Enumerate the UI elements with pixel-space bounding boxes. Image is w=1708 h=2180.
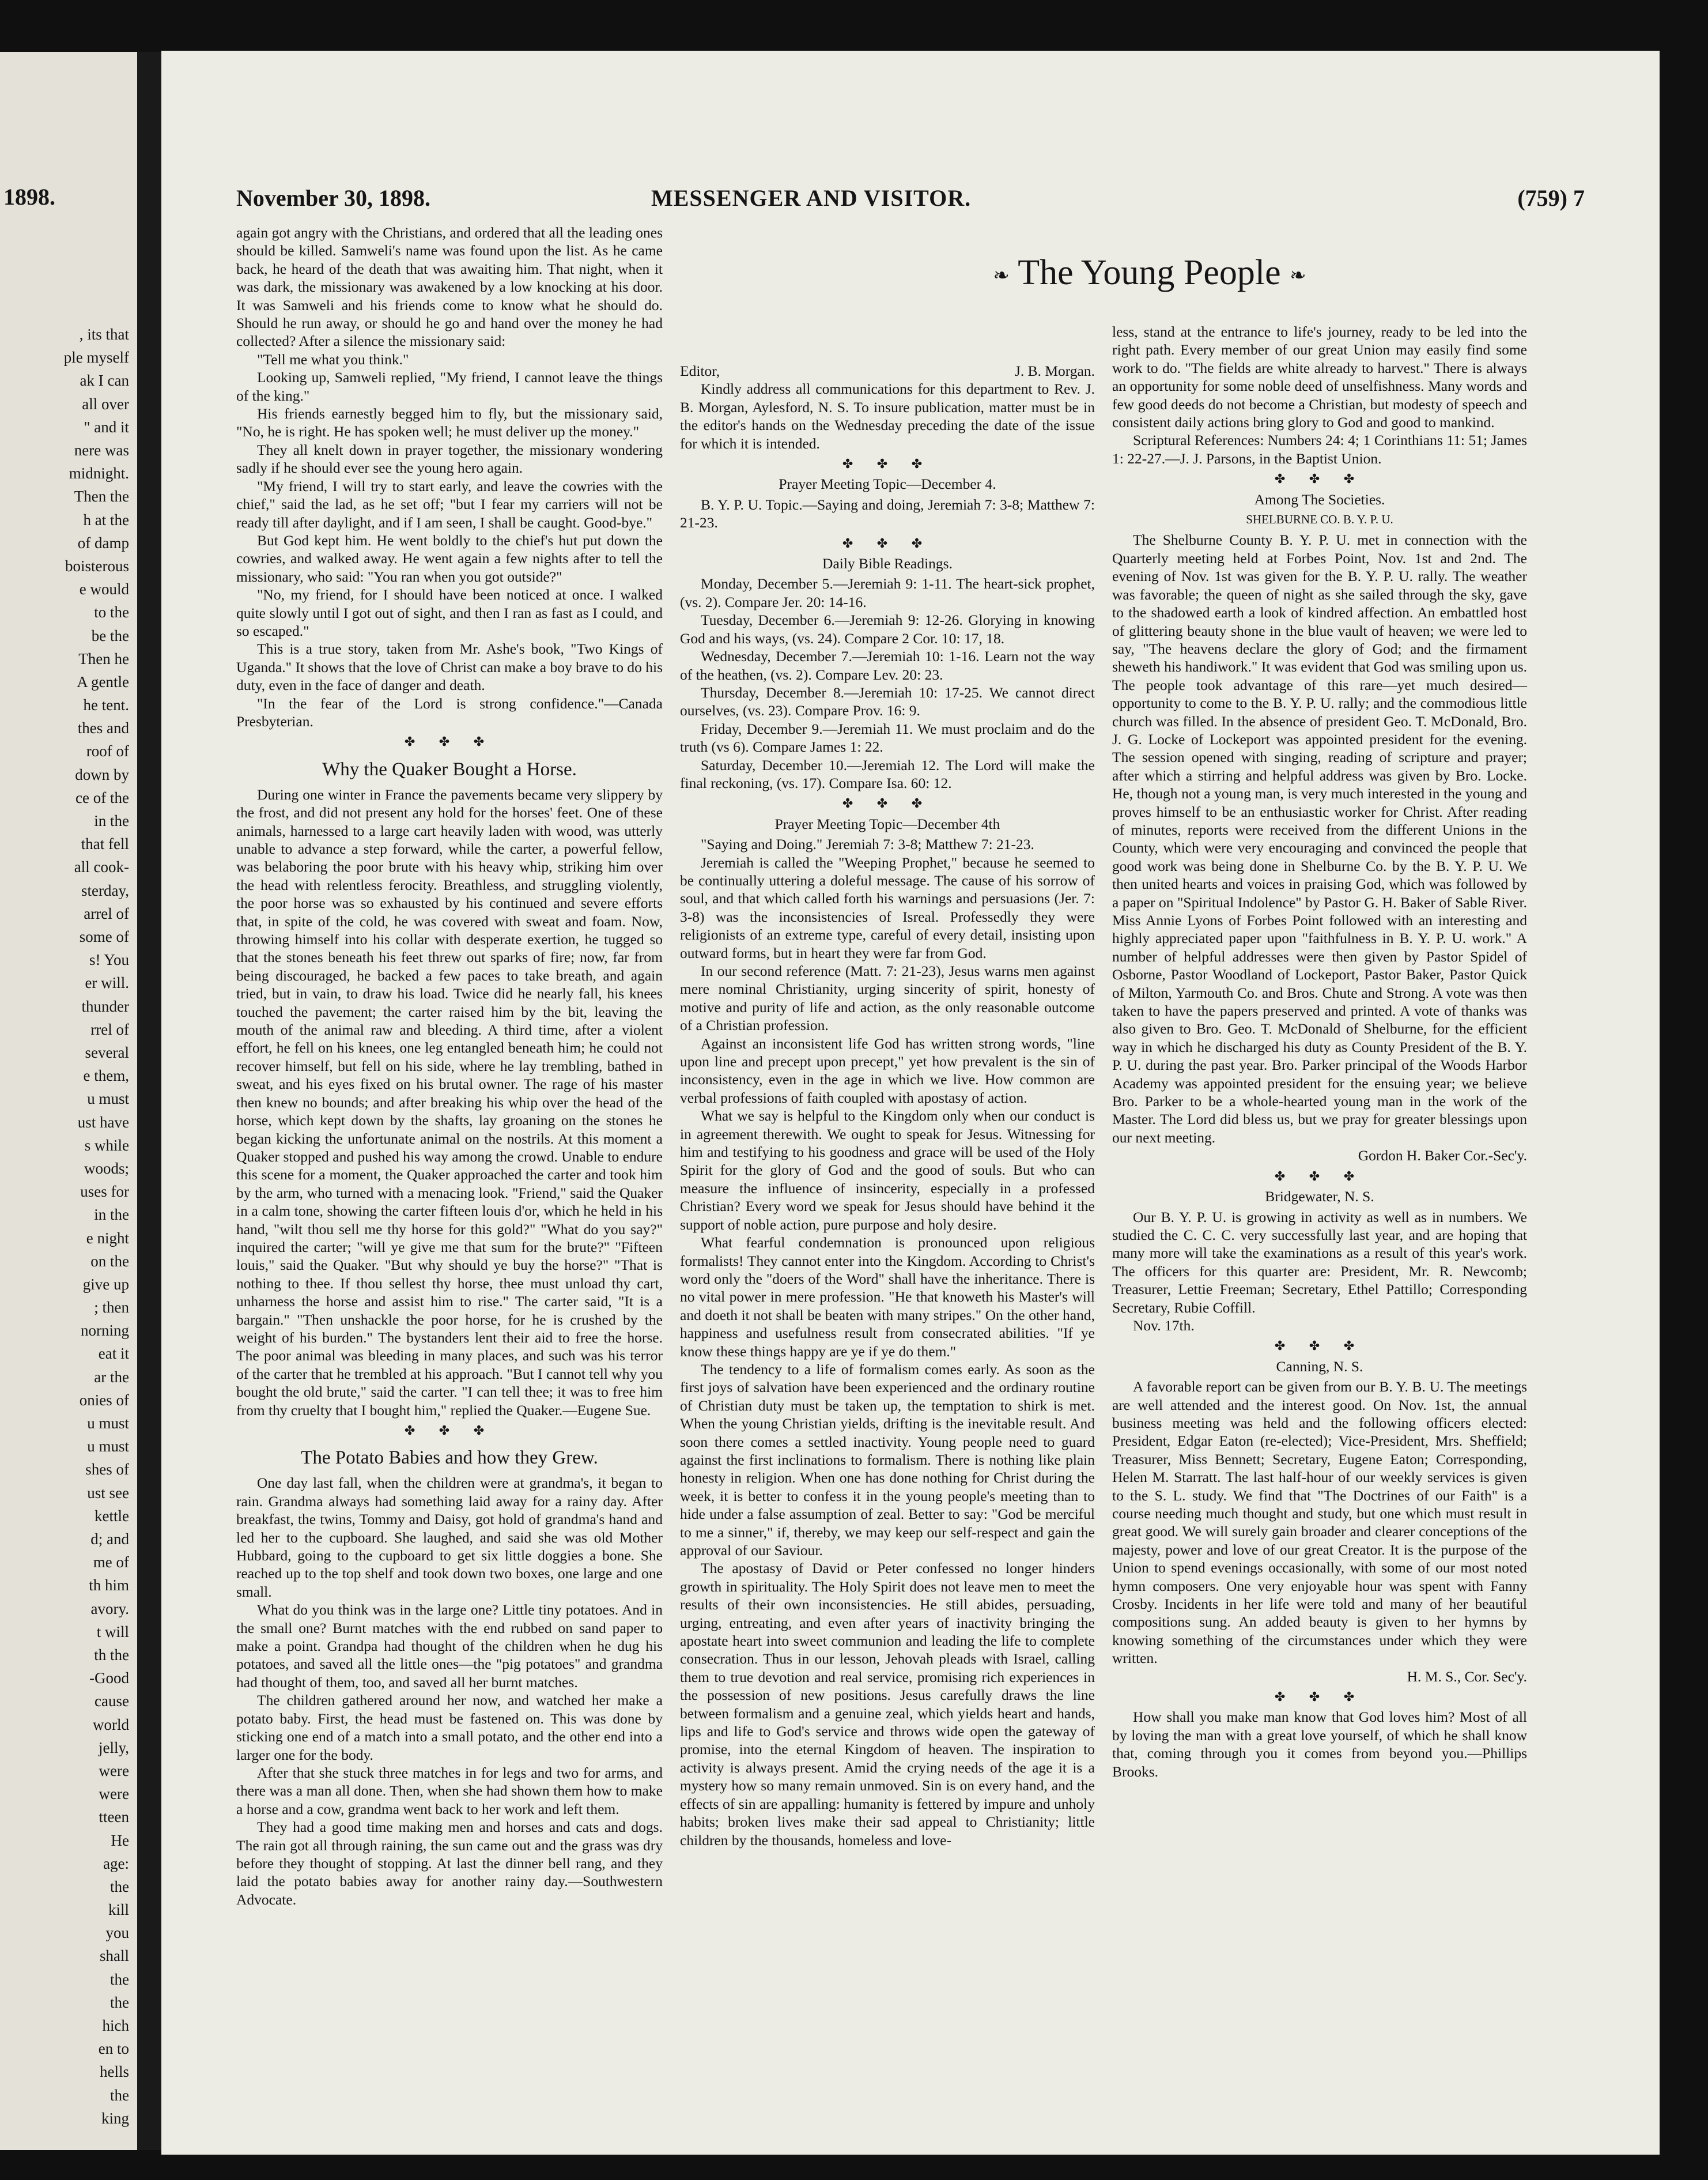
adjacent-page-fragment: midnight. <box>69 465 129 482</box>
adjacent-page-fragment: thes and <box>77 719 129 737</box>
adjacent-page-fragment: e would <box>79 580 129 598</box>
societies-heading: Among The Societies. <box>1254 491 1385 508</box>
paragraph: Monday, December 5.—Jeremiah 9: 1-11. The heart-sick prophet, (vs. 2). Compare Jer. 20: 14-16. <box>680 575 1095 610</box>
adjacent-page-fragment: roof of <box>86 742 129 760</box>
section-ornament: ✤ ✤ ✤ <box>1274 1689 1365 1704</box>
adjacent-page-fragment: the <box>110 1877 129 1895</box>
adjacent-page-fragment: e them, <box>83 1067 129 1085</box>
adjacent-page-fragment: s while <box>84 1136 129 1154</box>
adjacent-page-fragment: sterday, <box>81 881 129 899</box>
paragraph: What fearful condemnation is pronounced upon religious formalists! They cannot enter into the Kingdom. According to Christ's word only the "doers of the Word" shall have the inheritance. There is no vital power in mere profession. "He that knoweth his Master's will and doeth it not shall be beaten with many stripes." On the other hand, happiness and usefulness result from consecrated abilities. "If ye know these things happy are ye if ye do them." <box>680 1234 1095 1360</box>
adjacent-page-fragment: , its that <box>79 326 129 343</box>
editorial-notice: Kindly address all communications for this department to Rev. J. B. Morgan, Aylesford, N. S. To insure publication, matter must be in the editor's hands on the Wednesday preceding the date of the issue for which it is intended. <box>680 380 1095 452</box>
continuation-paragraph: less, stand at the entrance to life's journey, ready to be led into the right path. Every member of our great Union may easily find some work to do. "The fields are white already to harvest." There is always an opportunity for some noble deed of unselfishness. Many words and few good deeds do not become a Christian, but modesty of speech and consistent daily actions bring glory to God and good to mankind. <box>1112 323 1527 431</box>
paragraph: "In the fear of the Lord is strong confidence."—Canada Presbyterian. <box>236 695 663 730</box>
paragraph: His friends earnestly begged him to fly, but the missionary said, "No, he is right. He has spoken well; he must deliver up the money." <box>236 405 663 440</box>
section-ornament: ✤ ✤ ✤ <box>1274 1338 1365 1353</box>
adjacent-page-fragment: all over <box>82 395 129 413</box>
paragraph: The apostasy of David or Peter confessed no longer hinders growth in spirituality. The Holy Spirit does not leave men to meet the results of their own inconsistencies. He still abides, persuading, urging, entreating, and even after years of inactivity bringing the apostate heart into sweet communion and leading the life to complete consecration. Thus in our lesson, Jehovah pleads with Israel, calling them to true devotion and real service, promising rich experiences in the possession of new positions. Jesus carefully draws the line between formalism and a genuine zeal, which yields heart and hands, lips and life to God's service and throws wide open the gateway of promise, into the eternal Kingdom of heaven. The inspiration to activity is always present. Amid the crying needs of the age it is a mystery how so many remain unmoved. Sin is on every hand, and the effects of sin are appalling: humanity is fettered by impure and unholy habits; broken lives make their sad appeal to Christianity; little children by the thousands, homeless and love- <box>680 1560 1095 1849</box>
adjacent-page-fragment: eat it <box>98 1345 129 1363</box>
section-ornament: ✤ ✤ ✤ <box>842 535 933 550</box>
young-people-title: The Young People <box>1018 253 1281 292</box>
adjacent-page-fragment: down by <box>75 765 129 783</box>
adjacent-page-fragment: A gentle <box>77 673 129 691</box>
canning-heading: Canning, N. S. <box>1276 1357 1363 1375</box>
newspaper-page <box>161 51 1660 2155</box>
adjacent-page-fragment: were <box>99 1762 129 1779</box>
adjacent-page-fragment: uses for <box>80 1183 129 1201</box>
adjacent-page-fragment: that fell <box>81 835 129 853</box>
shelburne-signature: Gordon H. Baker Cor.-Sec'y. <box>1358 1147 1527 1164</box>
adjacent-page-fragment: th him <box>89 1576 129 1594</box>
adjacent-page-fragment: He <box>111 1831 129 1849</box>
adjacent-page-fragment: onies of <box>79 1391 129 1409</box>
section-ornament: ✤ ✤ ✤ <box>842 457 933 472</box>
adjacent-page-fragment: ; then <box>94 1299 129 1317</box>
topic-heading: Prayer Meeting Topic—December 4. <box>779 476 996 493</box>
adjacent-page-fragment: u must <box>87 1438 129 1455</box>
adjacent-page-fragment: ar the <box>94 1368 129 1386</box>
quaker-heading: Why the Quaker Bought a Horse. <box>322 759 577 780</box>
adjacent-page-fragment: ple myself <box>63 349 129 367</box>
adjacent-page-fragment: ust see <box>87 1484 129 1502</box>
adjacent-page-fragment: ak I can <box>80 372 129 390</box>
adjacent-page-fragment: ust have <box>77 1113 129 1131</box>
adjacent-page-fragment: on the <box>90 1252 129 1270</box>
paragraph: Saturday, December 10.—Jeremiah 12. The Lord will make the final reckoning, (vs. 17). Compare Isa. 60: 12. <box>680 756 1095 791</box>
paragraph: Jeremiah is called the "Weeping Prophet," because he seemed to be continually uttering a doleful message. The cause of his sorrow of soul, and that which called forth his warnings and persuasions (Jer. 7: 3-8) was the inconsistencies of Isreal. Professedly they were religionists of an extreme type, careful of every detail, insisting upon outward forms, but in heart they were far from God. <box>680 854 1095 961</box>
adjacent-page-fragment: " and it <box>84 418 129 436</box>
adjacent-page-fragment: the <box>110 2086 129 2104</box>
paragraph: Thursday, December 8.—Jeremiah 10: 17-25. We cannot direct ourselves, (vs. 23). Compare Prov. 16: 9. <box>680 684 1095 719</box>
paragraph: Looking up, Samweli replied, "My friend, I cannot leave the things of the king." <box>236 369 663 404</box>
section-ornament: ✤ ✤ ✤ <box>842 796 933 811</box>
adjacent-page-fragment: you <box>105 1924 129 1942</box>
scripture-references: Scriptural References: Numbers 24: 4; 1 Corinthians 11: 51; James 1: 22-27.—J. J. Parsons, in the Baptist Union. <box>1112 432 1527 467</box>
editor-label: Editor, <box>680 363 720 379</box>
adjacent-page-fragment: of damp <box>77 534 129 552</box>
editor-line <box>680 362 1095 380</box>
column-3 <box>1112 323 1527 1781</box>
daily-readings <box>680 575 1095 792</box>
paragraph: They had a good time making men and horses and cats and dogs. The rain got all through raining, the sun came out and the grass was dry before they thought of stopping. At last the dinner bell rang, and they laid the potato babies away for another rainy day.—Southwestern Advocate. <box>236 1819 663 1908</box>
adjacent-page-fragment: several <box>85 1043 129 1061</box>
adjacent-page-fragment: nere was <box>74 441 129 459</box>
paragraph: again got angry with the Christians, and ordered that all the leading ones should be killed. Samweli's name was found upon the list. As he came back, he heard of the death that was awaiting him. That night, when it was dark, the missionary was awakened by a low knocking at his door. It was Samweli and his friends come to know what he should do. Should he run away, or should he go and hand over the money he had collected? After a silence the missionary said: <box>236 224 663 350</box>
paragraph: Wednesday, December 7.—Jeremiah 10: 1-16. Learn not the way of the heathen, (vs. 2). Compare Lev. 20: 23. <box>680 648 1095 683</box>
paragraph: The children gathered around her now, and watched her make a potato baby. First, the head must be fastened on. This was done by sticking one end of a match into a small potato, and the other end into a larger one for the body. <box>236 1692 663 1763</box>
topic2-heading: Prayer Meeting Topic—December 4th <box>774 815 1000 832</box>
paragraph: During one winter in France the pavements became very slippery by the frost, and did not present any hold for the horses' feet. One of these animals, harnessed to a large cart heavily laden with wood, was utterly unable to advance a step forward, while the carter, a powerful fellow, was belaboring the poor brute with his heavy whip, striking him over the head with relentless ferocity. Breathless, and struggling violently, the poor horse was so exhausted by his continued and severe efforts that, in spite of the cold, he was covered with sweat and foam. Now, throwing himself into his collar with desperate exertion, he tugged so that the stones beneath his feet threw out sparks of fire; now, far from being discouraged, he backed a few paces to take breath, and again tried, but in vain, to draw his load. Twice did he nearly fall, his knees touched the pavement; the carter raised him by the bit, leaving the mouth of the animal raw and bleeding. A third time, after a violent effort, he fell on his knees, one leg entangled beneath him; he could not recover himself, but fell on his side, where he lay trembling, bathed in sweat, and his eyes fixed on his brutal owner. The rage of his master then knew no bounds; and after breaking his whip over the head of the horse, which kept down by the shafts, lay groaning on the stones he began kicking the unfortunate animal on the nostrils. At this moment a Quaker stopped and pushed his way among the crowd. Unable to endure this scene for a moment, the Quaker approached the carter and took him by the arm, who turned with a menacing look. "Friend," said the Quaker in a calm tone, showing the carter fifteen louis d'or, which he held in his hand, "wilt thou sell me thy horse for this gold?" "What do you say?" inquired the carter; "will ye give me that sum for the brute?" "Fifteen louis," said the Quaker. "But why should ye buy the horse?" "That is nothing to thee. If thou sellest thy horse, thee must unload thy cart, unharness the horse and assist him to rise." The carter said, "It is a bargain." "Then unshackle the poor horse, for he is crushed by the weight of his burden." The bystanders lent their aid to free the horse. The poor animal was bleeding in many places, and such was his terror of the carter that he trembled at his approach. "But I cannot tell why you bought the old brute," said the carter. "I can tell thee; it was to free him from thy cruelty that I bought him," replied the Quaker.—Eugene Sue. <box>236 786 663 1419</box>
adjacent-page-fragment: in the <box>94 1206 129 1224</box>
paragraph: Tuesday, December 6.—Jeremiah 9: 12-26. Glorying in knowing God and his ways, (vs. 24). Compare 2 Cor. 10: 17, 18. <box>680 612 1095 647</box>
adjacent-page-fragment: some of <box>79 928 129 945</box>
adjacent-page-fragment: d; and <box>90 1530 129 1548</box>
adjacent-page-fragment: thunder <box>81 997 129 1015</box>
paragraph: "No, my friend, for I should have been noticed at once. I walked quite slowly until I got out of sight, and then I ran as fast as I could, and so escaped." <box>236 586 663 639</box>
header-page-number: (759) 7 <box>1517 185 1585 211</box>
column-2 <box>680 362 1095 1849</box>
adjacent-page-fragment: boisterous <box>65 557 129 575</box>
fleuron-icon: ❧ <box>993 265 1010 286</box>
adjacent-page-fragment: th the <box>94 1646 129 1664</box>
adjacent-page-fragment: the <box>110 1993 129 2011</box>
paragraph: "Saying and Doing." Jeremiah 7: 3-8; Matthew 7: 21-23. <box>701 836 1034 853</box>
potato-article <box>236 1474 663 1909</box>
adjacent-page-fragment: norning <box>81 1322 129 1340</box>
bridgewater-heading: Bridgewater, N. S. <box>1265 1188 1374 1205</box>
adjacent-page-fragment: me of <box>93 1553 129 1571</box>
adjacent-page-fragment: shall <box>100 1947 129 1965</box>
adjacent-page-fragment: u must <box>87 1090 129 1108</box>
adjacent-page-fragment: ce of the <box>75 789 129 806</box>
adjacent-page-fragment: e night <box>86 1229 129 1247</box>
adjacent-page-fragment: h at the <box>83 511 129 529</box>
adjacent-page-fragment: be the <box>91 627 129 644</box>
adjacent-page-fragment: he tent. <box>83 696 129 714</box>
adjacent-page-fragment: er will. <box>85 974 129 992</box>
adjacent-page-fragment: give up <box>82 1275 129 1293</box>
canning-report: A favorable report can be given from our B. Y. B. U. The meetings are well attended and the interest good. On Nov. 1st, the annual business meeting was held and the following officers elected: President, Edgar Eaton (re-elected); Vice-President, Mrs. Sheffield; Treasurer, Miss Bennett; Secretary, Eugene Eaton; Corresponding, Helen M. Starratt. The last half-hour of our weekly services is given to the S. L. study. We find that "The Doctrines of our Faith" is a course needing much thought and study, but one which must result in great good. We will surely gain broader and clearer conceptions of the majesty, power and love of our great Creator. It is the purpose of the Union to spend evenings occasionally, with some of our most noted hymn composers. One very enjoyable hour was spent with Fanny Crosby. Incidents in her life were told and many of her beautiful compositions sung. An added beauty is given to her hymns by knowing something of the circumstances under which they were written. <box>1112 1378 1527 1667</box>
section-ornament: ✤ ✤ ✤ <box>404 734 495 749</box>
adjacent-page-fragment: -Good <box>89 1669 129 1687</box>
canning-signature: H. M. S., Cor. Sec'y. <box>1407 1668 1527 1685</box>
adjacent-page-strip <box>0 52 137 2150</box>
young-people-banner <box>890 247 1409 299</box>
topic2-article <box>680 835 1095 1849</box>
page-gutter <box>137 52 161 2150</box>
adjacent-page-fragment: Then he <box>78 650 129 667</box>
samweli-story <box>236 224 663 730</box>
header-masthead: MESSENGER AND VISITOR. <box>651 185 972 211</box>
adjacent-page-fragment: the <box>110 1970 129 1988</box>
paragraph: What do you think was in the large one? Little tiny potatoes. And in the small one? Burnt matches with the end rubbed on sand paper to make a point. Grandpa had thought of the children when he dug his potatoes, and saved all the little ones—the "pig potatoes" and grandma had thought of them, too, and saved all her burnt matches. <box>236 1601 663 1691</box>
page-header <box>236 184 1585 219</box>
editor-name: J. B. Morgan. <box>1014 363 1095 379</box>
adjacent-page-fragment: shes of <box>85 1461 129 1479</box>
section-ornament: ✤ ✤ ✤ <box>1274 1168 1365 1183</box>
topic-text: B. Y. P. U. Topic.—Saying and doing, Jeremiah 7: 3-8; Matthew 7: 21-23. <box>680 496 1095 531</box>
paragraph: The tendency to a life of formalism comes early. As soon as the first joys of salvation have been experienced and the ordinary routine of Christian duty must be taken up, the temptation to shirk is met. When the young Christian yields, drifting is the inevitable result. And soon there comes a settled inactivity. Young people need to guard against the first inclinations to formalism. There is nothing like plain honesty in religion. When one has done nothing for Christ during the week, it is better to confess it in the young people's meeting than to hide under a false assumption of zeal. Better to say: "God be merciful to me a sinner," if, thereby, we may keep our self-respect and gain the approval of our Saviour. <box>680 1360 1095 1559</box>
adjacent-page-fragment: t will <box>96 1623 129 1640</box>
adjacent-page-fragment: jelly, <box>99 1738 129 1756</box>
fleuron-icon: ❧ <box>1290 265 1306 286</box>
bridgewater-date: Nov. 17th. <box>1133 1317 1195 1334</box>
adjacent-page-fragment: arrel of <box>84 904 129 922</box>
adjacent-page-fragment: woods; <box>84 1159 129 1177</box>
paragraph: What we say is helpful to the Kingdom only when our conduct is in agreement therewith. We ought to speak for Jesus. Witnessing for him and testifying to his goodness and grace will be used of the Holy Spirit for the glory of God and the good of souls. But who can measure the influence of insincerity, especially in a professed Christian? Every word we speak for Jesus should have behind it the support of noble action, pure purpose and holy desire. <box>680 1107 1095 1233</box>
adjacent-page-fragment: u must <box>87 1415 129 1432</box>
adjacent-page-fragment: king <box>101 2109 129 2127</box>
section-ornament: ✤ ✤ ✤ <box>404 1423 495 1438</box>
adjacent-page-fragment: were <box>99 1785 129 1803</box>
paragraph: Against an inconsistent life God has written strong words, "line upon line and precept upon precept," yet how prevalent is the sin of inconsistency, even in the age in which we live. How common are verbal professions of faith coupled with apostasy of action. <box>680 1035 1095 1106</box>
adjacent-page-fragment: rrel of <box>90 1020 129 1038</box>
paragraph: After that she stuck three matches in for legs and two for arms, and there was a man all done. Then, when she had shown them how to make a horse and a cow, grandma went back to her work and left them. <box>236 1764 663 1817</box>
potato-heading: The Potato Babies and how they Grew. <box>301 1447 598 1469</box>
adjacent-page-fragment: Then the <box>74 488 129 506</box>
adjacent-page-fragment: kettle <box>95 1507 129 1525</box>
adjacent-page-fragment: tteen <box>99 1808 129 1826</box>
adjacent-page-fragment: hells <box>100 2063 129 2081</box>
paragraph: But God kept him. He went boldly to the chief's hut put down the cowries, and walked away. He went again a few nights after to tell the missionary, who said: "You ran when you got outside?" <box>236 531 663 585</box>
closing-quote: How shall you make man know that God loves him? Most of all by loving the man with a great love yourself, of which he shall know that, coming through you it comes from beyond you.—Phillips Brooks. <box>1112 1708 1527 1780</box>
quaker-article <box>236 786 663 1419</box>
adjacent-page-fragment: hich <box>102 2017 129 2035</box>
adjacent-page-fragment: to the <box>94 604 129 621</box>
bridgewater-report: Our B. Y. P. U. is growing in activity as well as in numbers. We studied the C. C. C. very successfully last year, and are hoping that many more will take the examinations as a result of this year's work. The officers for this quarter are: President, Mr. R. Newcomb; Treasurer, Lettie Freeman; Secretary, Ethel Pattillo; Corresponding Secretary, Rubie Coffill. <box>1112 1208 1527 1316</box>
paragraph: They all knelt down in prayer together, the missionary wondering sadly if he should ever see the young hero again. <box>236 441 663 477</box>
shelburne-report: The Shelburne County B. Y. P. U. met in connection with the Quarterly meeting held at Forbes Point, Nov. 1st and 2nd. The evening of Nov. 1st was given for the B. Y. P. U. rally. The weather was favorable; the queen of night as she sailed through the sky, gave to the shadowed earth a look of kindred affection. An embattled host of glittering beauty shone in the blue vault of heaven; we were led to say, "The heavens declare the glory of God; and the firmament sheweth his handiwork." It was evident that God was smiling upon us. The people took advantage of this rare—yet much desired—opportunity to come to the B. Y. P. U. rally; and the commodious little church was filled. In the absence of president Geo. T. McDonald, Bro. J. G. Locke of Lockeport was appointed president for the evening. The session opened with singing, reading of scripture and prayer; after which a stirring and helpful address was given by Bro. Locke. He, though not a young man, is very much interested in the young and proves himself to be an enthusiastic worker for Christ. After reading of minutes, reports were received from the different Unions in the County, which were very encouraging and convinced the people that good work was being done in Shelburne Co. by the B. Y. P. U. We then united hearts and voices in praising God, which was followed by a paper on "Spiritual Indolence" by Pastor G. H. Baker of Sable River. Miss Annie Lyons of Forbes Point followed with an interesting and highly appreciated paper upon "faithfulness in B. Y. P. U. work." A number of helpful addresses were then given by Pastor Spidel of Osborne, Pastor Woodland of Lockeport, Pastor Baker, Pastor Quick of Milton, Yarmouth Co. and Bros. Chute and Strong. A vote was then taken to have the papers preserved and printed. A vote of thanks was also given to Bro. Geo. T. McDonald of Shelburne, for the efficient way in which he discharged his duty as County President of the B. Y. P. U. during the past year. Bro. Parker principal of the Woods Harbor Academy was appointed president for the ensuing year; we believe Bro. Parker to be a whole-hearted young man in the work of the Master. The Lord did bless us, but we pray for greater blessings upon our next meeting. <box>1112 531 1527 1146</box>
adjacent-page-fragment: s! You <box>89 951 129 969</box>
adjacent-page-date: 1898. <box>3 184 55 210</box>
paragraph: One day last fall, when the children were at grandma's, it began to rain. Grandma always had something laid away for a rainy day. After breakfast, the twins, Tommy and Daisy, got hold of grandma's hand and led her to the cupboard. She laughed, and said she was old Mother Hubbard, going to the cupboard to get six little doggies a bone. She reached up to the top shelf and took down two boxes, one large and one small. <box>236 1474 663 1600</box>
adjacent-page-fragment: world <box>93 1715 129 1733</box>
adjacent-page-fragment: en to <box>98 2040 129 2058</box>
paragraph: "My friend, I will try to start early, and leave the cowries with the chief," said the lad, as he set off; "but I fear my carriers will not be ready till after daylight, and if I am seen, I shall be caught. Good-bye." <box>236 477 663 531</box>
adjacent-page-fragment: avory. <box>90 1600 129 1617</box>
column-1 <box>236 224 663 1909</box>
paragraph: "Tell me what you think." <box>257 350 409 368</box>
paragraph: In our second reference (Matt. 7: 21-23), Jesus warns men against mere nominal Christianity, urging sincerity of spirit, honesty of motive and purity of life and action, as the only reasonable outcome of a Christian profession. <box>680 963 1095 1034</box>
paragraph: Friday, December 9.—Jeremiah 11. We must proclaim and do the truth (vs 6). Compare James 1: 22. <box>680 720 1095 756</box>
section-ornament: ✤ ✤ ✤ <box>1274 472 1365 486</box>
adjacent-page-fragment: in the <box>94 812 129 830</box>
adjacent-page-fragment: all cook- <box>74 858 129 876</box>
adjacent-page-fragment: age: <box>103 1854 129 1872</box>
readings-heading: Daily Bible Readings. <box>822 555 953 572</box>
paragraph: This is a true story, taken from Mr. Ashe's book, "Two Kings of Uganda." It shows that the love of Christ can make a boy brave to do his duty, even in the face of danger and death. <box>236 640 663 694</box>
adjacent-page-fragment: kill <box>108 1901 129 1919</box>
header-date: November 30, 1898. <box>236 185 430 211</box>
adjacent-page-fragment: cause <box>95 1692 129 1710</box>
shelburne-heading: SHELBURNE CO. B. Y. P. U. <box>1246 512 1393 527</box>
